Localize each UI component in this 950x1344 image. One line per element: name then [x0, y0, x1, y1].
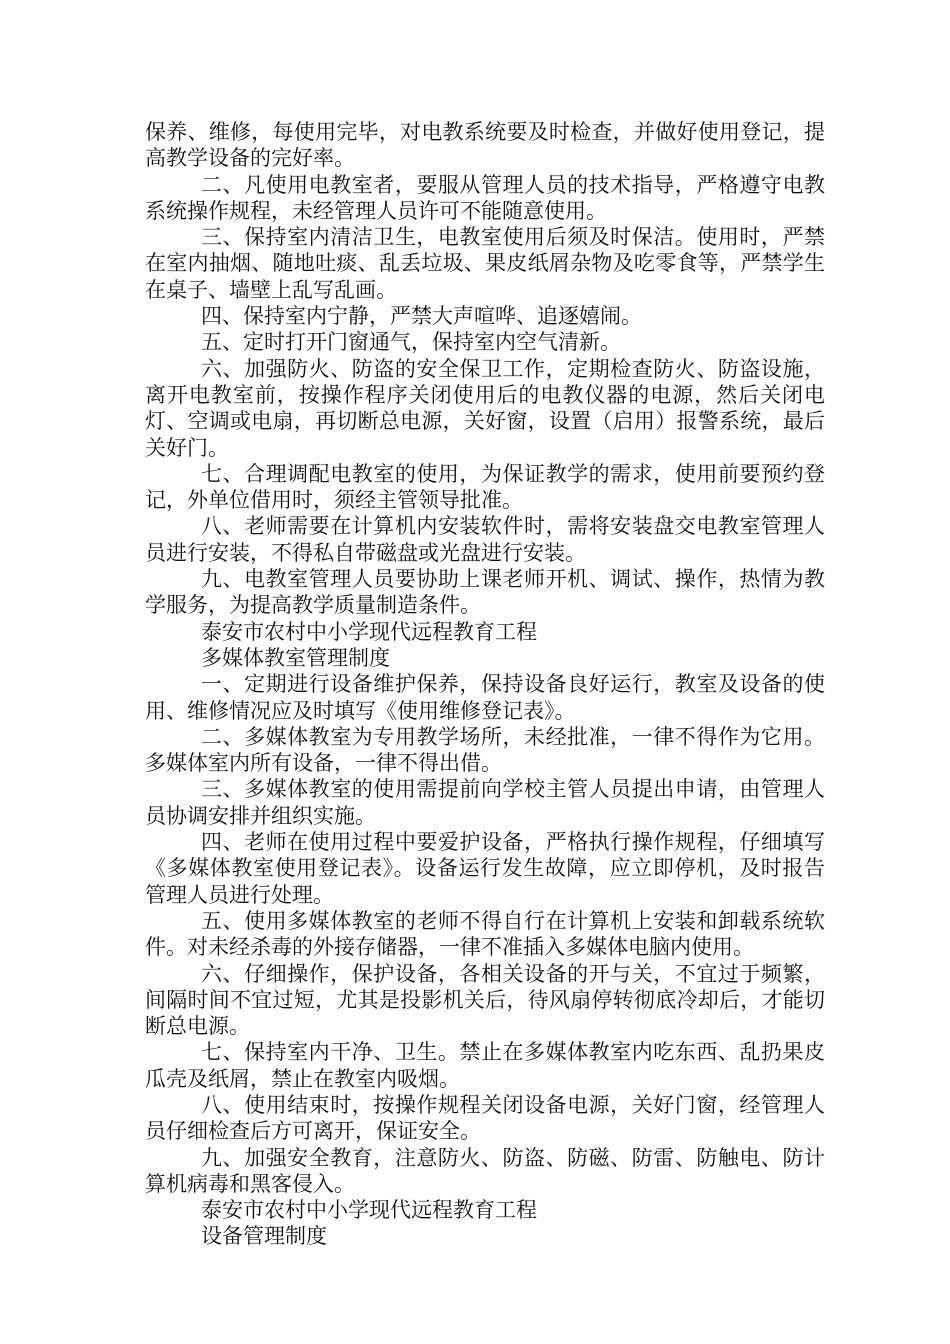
paragraph-rule-7: 七、合理调配电教室的使用，为保证教学的需求，使用前要预约登记，外单位借用时，须经主管领导批准。 [145, 461, 825, 513]
paragraph-mm-rule-8: 八、使用结束时，按操作规程关闭设备电源，关好门窗，经管理人员仔细检查后方可离开，保证安全。 [145, 1092, 825, 1144]
paragraph-rule-4: 四、保持室内宁静，严禁大声喧哗、追逐嬉闹。 [201, 304, 642, 329]
section-organization-heading-2: 泰安市农村中小学现代远程教育工程 [201, 1198, 537, 1223]
paragraph-rule-5: 五、定时打开门窗通气，保持室内空气清新。 [201, 330, 621, 355]
paragraph-mm-rule-5: 五、使用多媒体教室的老师不得自行在计算机上安装和卸载系统软件。对未经杀毒的外接存储器，一律不准插入多媒体电脑内使用。 [145, 908, 825, 960]
paragraph-rule-8: 八、老师需要在计算机内安装软件时，需将安装盘交电教室管理人员进行安装，不得私自带磁盘或光盘进行安装。 [145, 514, 825, 565]
paragraph-mm-rule-9: 九、加强安全教育，注意防火、防盗、防磁、防雷、防触电、防计算机病毒和黑客侵入。 [145, 1145, 825, 1196]
paragraph-rule-6: 六、加强防火、防盗的安全保卫工作，定期检查防火、防盗设施，离开电教室前，按操作程序关闭使用后的电教仪器的电源，然后关闭电灯、空调或电扇，再切断总电源，关好窗，设置（启用）报警系统，最后关好门。 [145, 356, 825, 460]
document-page [145, 119, 825, 1250]
paragraph-continuation: 保养、维修，每使用完毕，对电教系统要及时检查，并做好使用登记，提高教学设备的完好率。 [145, 120, 825, 171]
paragraph-mm-rule-6: 六、仔细操作，保护设备，各相关设备的开与关，不宜过于频繁，间隔时间不宜过短，尤其是投影机关后，待风扇停转彻底冷却后，才能切断总电源。 [145, 961, 825, 1039]
paragraph-mm-rule-4: 四、老师在使用过程中要爱护设备，严格执行操作规程，仔细填写《多媒体教室使用登记表》。设备运行发生故障，应立即停机，及时报告管理人员进行处理。 [145, 830, 825, 907]
paragraph-mm-rule-2: 二、多媒体教室为专用教学场所，未经批准，一律不得作为它用。多媒体室内所有设备，一律不得出借。 [145, 724, 825, 776]
paragraph-rule-9: 九、电教室管理人员要协助上课老师开机、调试、操作，热情为教学服务，为提高教学质量制造条件。 [145, 567, 825, 618]
section-title-equipment: 设备管理制度 [201, 1224, 327, 1249]
section-organization-heading: 泰安市农村中小学现代远程教育工程 [201, 619, 537, 644]
paragraph-rule-3: 三、保持室内清洁卫生，电教室使用后须及时保洁。使用时，严禁在室内抽烟、随地吐痰、乱丢垃圾、果皮纸屑杂物及吃零食等，严禁学生在桌子、墙壁上乱写乱画。 [145, 225, 825, 302]
section-title-multimedia: 多媒体教室管理制度 [201, 645, 390, 670]
paragraph-mm-rule-1: 一、定期进行设备维护保养，保持设备良好运行，教室及设备的使用、维修情况应及时填写《使用维修登记表》。 [145, 672, 825, 723]
paragraph-rule-2: 二、凡使用电教室者，要服从管理人员的技术指导，严格遵守电教系统操作规程，未经管理人员许可不能随意使用。 [145, 172, 825, 223]
paragraph-mm-rule-3: 三、多媒体教室的使用需提前向学校主管人员提出申请，由管理人员协调安排并组织实施。 [145, 777, 825, 828]
paragraph-mm-rule-7: 七、保持室内干净、卫生。禁止在多媒体教室内吃东西、乱扔果皮瓜壳及纸屑，禁止在教室内吸烟。 [145, 1040, 825, 1091]
